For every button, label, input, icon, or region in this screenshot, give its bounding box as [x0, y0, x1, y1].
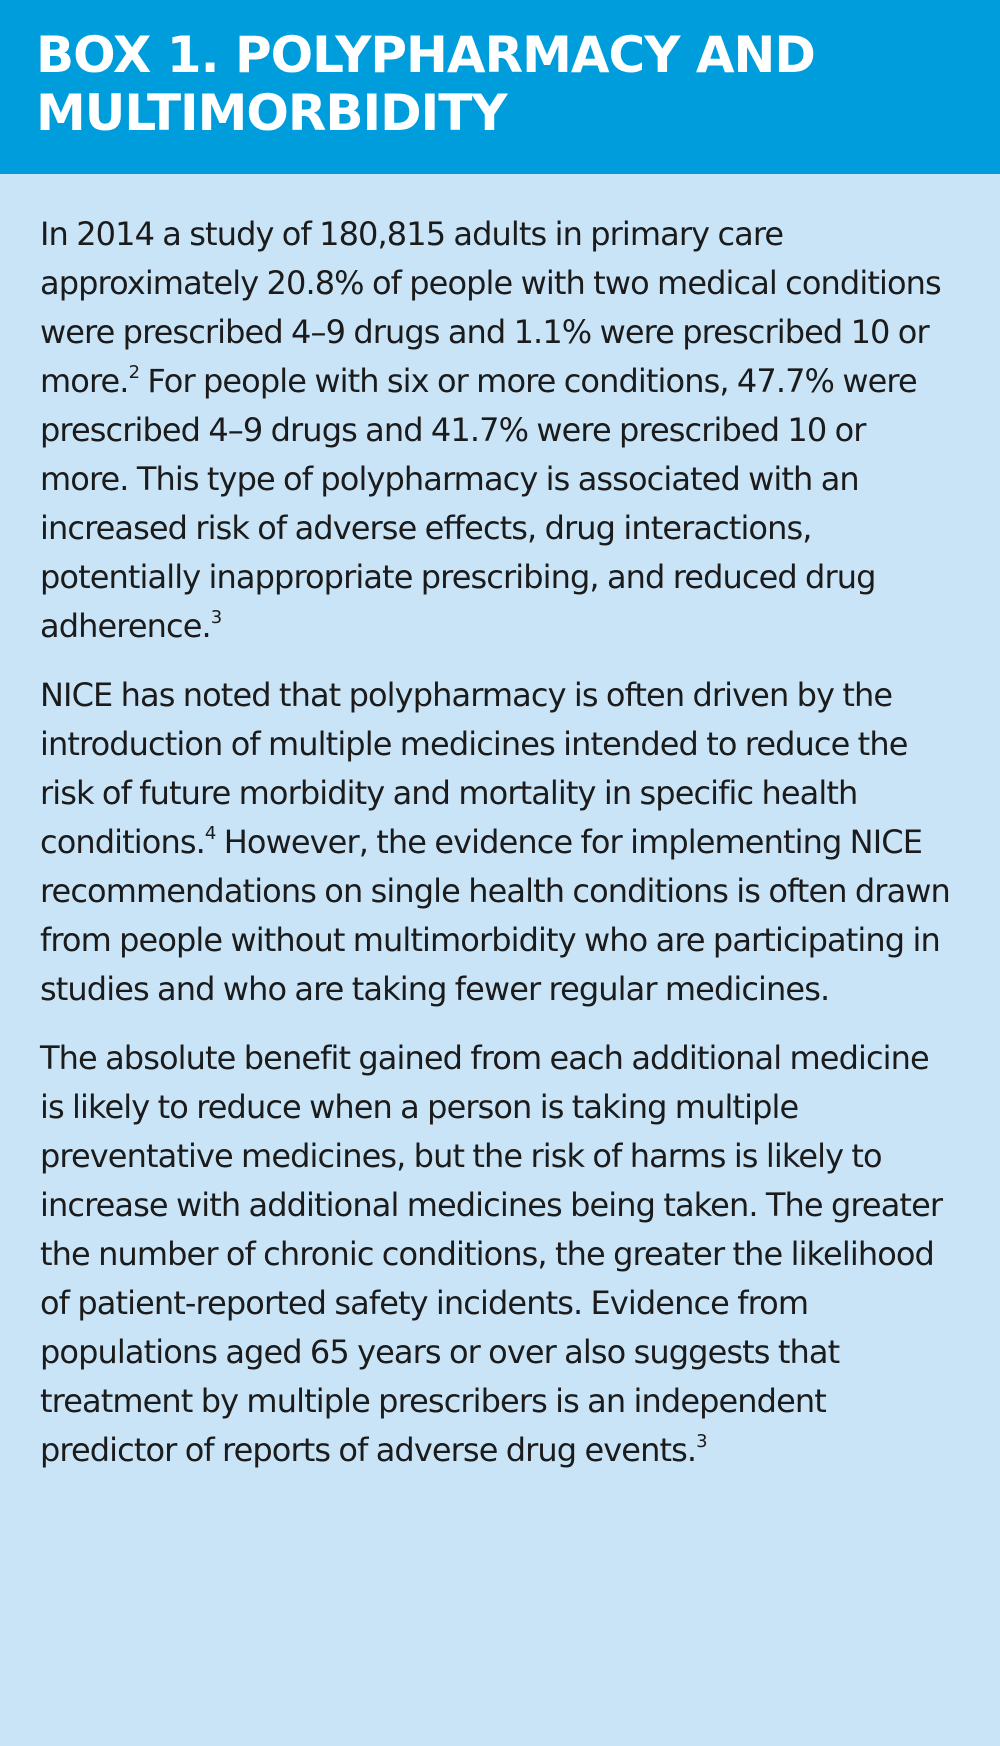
paragraph-text: NICE has noted that polypharmacy is often driven by the introduction of multiple medicines intended to reduce the risk of future morbidity and mortality in specific health conditions. [40, 676, 908, 861]
paragraph-text: The absolute benefit gained from each additional medicine is likely to reduce when a person is taking multiple preventative medicines, but the risk of harms is likely to increase with additional medicines being taken. The greater the number of chronic conditions, the greater the likelihood of patient-reported safety incidents. Evidence from populations aged 65 years or over also suggests that treatment by multiple prescribers is an independent predictor of reports of adverse drug events. [40, 1039, 943, 1469]
paragraph-harms [40, 1034, 960, 1475]
reference-marker: 3 [210, 607, 222, 629]
paragraph-text: In 2014 a study of 180,815 adults in primary care approximately 20.8% of people with two medical conditions were prescribed 4–9 drugs and 1.1% were prescribed 10 or more. [40, 215, 941, 400]
paragraph-prevalence [40, 210, 960, 651]
box-header [0, 0, 1000, 174]
box-body [0, 174, 1000, 1475]
paragraph-text: However, the evidence for implementing NICE recommendations on single health conditions is often drawn from people without multimorbidity who are participating in studies and who are taking fewer regular medicines. [40, 823, 950, 1008]
paragraph-text: For people with six or more conditions, 47.7% were prescribed 4–9 drugs and 41.7% were prescribed 10 or more. This type of polypharmacy is associated with an increased risk of adverse effects, drug interactions, potentially inappropriate prescribing, and reduced drug adherence. [40, 362, 917, 645]
box-title: BOX 1. POLYPHARMACY AND MULTIMORBIDITY [36, 26, 815, 142]
reference-marker: 2 [128, 362, 140, 384]
reference-marker: 4 [204, 823, 216, 845]
paragraph-nice [40, 671, 960, 1014]
reference-marker: 3 [696, 1431, 707, 1453]
